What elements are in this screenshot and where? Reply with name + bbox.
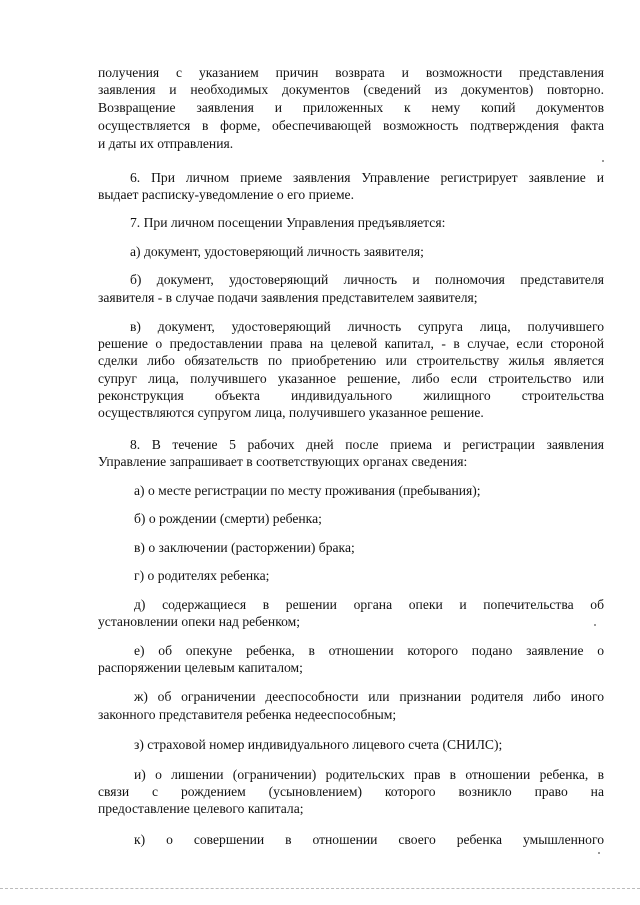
p8v-line-1: в) о заключении (расторжении) брака; bbox=[134, 540, 355, 555]
p8i-line-3: предоставление целевого капитала; bbox=[98, 801, 304, 816]
p8z-line-1: з) страховой номер индивидуального лицевого счета (СНИЛС); bbox=[134, 737, 503, 752]
p7b-line-1: б) документ, удостоверяющий личность и полномочия представителя bbox=[130, 272, 604, 287]
p8g-line-1: г) о родителях ребенка; bbox=[134, 568, 270, 583]
p7b-line-2: заявителя - в случае подачи заявления представителем заявителя; bbox=[98, 290, 478, 305]
p6-line-1: 6. При личном приеме заявления Управление регистрирует заявление и bbox=[130, 170, 604, 185]
p7v-line-3: сделки либо обязательств по приобретению или строительству жилья является bbox=[98, 353, 604, 368]
p8a-line-1: а) о месте регистрации по месту проживания (пребывания); bbox=[134, 483, 481, 498]
intro-line-1: получения с указанием причин возврата и возможности представления bbox=[98, 65, 604, 80]
intro-line-3: Возвращение заявления и приложенных к нему копий документов bbox=[98, 100, 604, 115]
p7v-line-6: осуществляются супругом лица, получившего указанное решение. bbox=[98, 405, 484, 420]
p7a-line-1: а) документ, удостоверяющий личность заявителя; bbox=[130, 244, 424, 259]
scan-speck bbox=[594, 624, 596, 626]
p8e-line-1: е) об опекуне ребенка, в отношении которого подано заявление о bbox=[134, 643, 604, 658]
p8zh-line-2: законного представителя ребенка недееспособным; bbox=[98, 707, 397, 722]
scan-edge-line bbox=[0, 888, 640, 889]
intro-line-4: осуществляется в форме, обеспечивающей возможность подтверждения факта bbox=[98, 118, 604, 133]
p8-line-1: 8. В течение 5 рабочих дней после приема и регистрации заявления bbox=[130, 437, 604, 452]
p7v-line-1: в) документ, удостоверяющий личность супруга лица, получившего bbox=[130, 319, 604, 334]
p8i-line-1: и) о лишении (ограничении) родительских прав в отношении ребенка, в bbox=[134, 767, 604, 782]
p7-line-1: 7. При личном посещении Управления предъявляется: bbox=[130, 215, 446, 230]
p8d-line-2: установлении опеки над ребенком; bbox=[98, 614, 301, 629]
p8d-line-1: д) содержащиеся в решении органа опеки и попечительства об bbox=[134, 597, 604, 612]
scan-speck bbox=[602, 160, 604, 162]
p6-line-2: выдает расписку-уведомление о его приеме. bbox=[98, 187, 354, 202]
p8i-line-2: связи с рождением (усыновлением) которого возникло право на bbox=[98, 784, 604, 799]
p8b-line-1: б) о рождении (смерти) ребенка; bbox=[134, 511, 322, 526]
p7v-line-2: решение о предоставлении права на целевой капитал, - в случае, если стороной bbox=[98, 336, 604, 351]
p8zh-line-1: ж) об ограничении дееспособности или признании родителя либо иного bbox=[134, 689, 604, 704]
intro-line-2: заявления и необходимых документов (сведений из документов) повторно. bbox=[98, 82, 604, 97]
intro-line-5: и даты их отправления. bbox=[98, 136, 234, 151]
p8-line-2: Управление запрашивает в соответствующих органах сведения: bbox=[98, 454, 468, 469]
p7v-line-5: реконструкция объекта индивидуального жилищного строительства bbox=[98, 388, 604, 403]
p8k-line-1: к) о совершении в отношении своего ребенка умышленного bbox=[134, 832, 604, 847]
p8e-line-2: распоряжении целевым капиталом; bbox=[98, 660, 303, 675]
p7v-line-4: супруг лица, получившего указанное решение, либо если строительство или bbox=[98, 371, 604, 386]
scan-speck bbox=[598, 852, 600, 854]
